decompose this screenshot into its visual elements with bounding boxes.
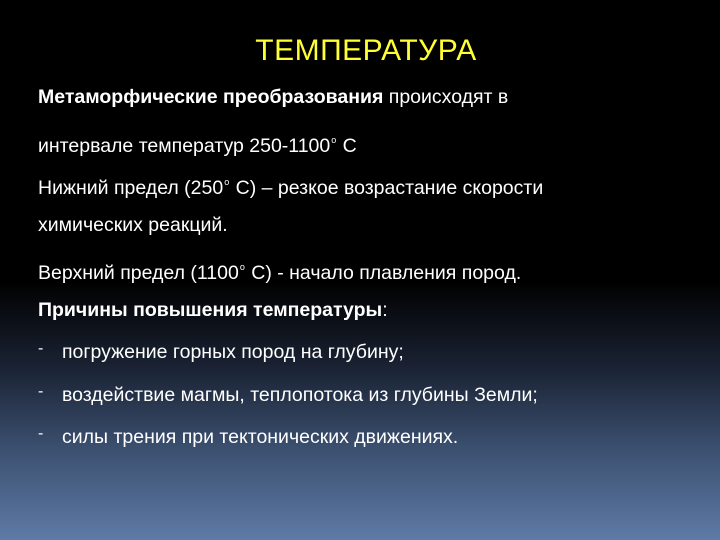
paragraph-2-unit: С (337, 134, 357, 157)
bullet-text: погружение горных пород на глубину; (62, 341, 404, 363)
paragraph-2 (38, 125, 698, 168)
bullet-text: воздействие магмы, теплопотока из глубины Земли; (62, 383, 538, 406)
paragraph-4: химических реакций. (38, 213, 228, 236)
bullet-text: силы трения при тектонических движениях. (62, 426, 459, 448)
slide-title: ТЕМПЕРАТУРА (255, 34, 477, 67)
degree-mark: о (224, 177, 230, 187)
paragraph-1-rest: происходят в (383, 86, 509, 108)
degree-mark: о (239, 262, 245, 272)
bullet-item-1 (38, 337, 698, 380)
paragraph-3-post: С) – резкое возрастание скорости (230, 177, 544, 199)
slide-body (38, 82, 698, 465)
paragraph-2-text: интервале температур 250-1100 (38, 134, 331, 157)
paragraph-5-pre: Верхний предел (1100 (38, 262, 239, 284)
bullet-dash-icon: - (38, 340, 44, 357)
paragraph-6 (38, 295, 698, 338)
bullet-dash-icon: - (38, 425, 44, 442)
bullet-item-3 (38, 422, 698, 465)
paragraph-3-pre: Нижний предел (250 (38, 177, 224, 199)
paragraph-5-post: С) - начало плавления пород. (245, 262, 522, 284)
paragraph-6-bold: Причины повышения температуры (38, 298, 383, 321)
paragraph-1-bold: Метаморфические преобразования (38, 86, 384, 108)
paragraph-6-rest: : (382, 298, 388, 321)
paragraph-1 (38, 82, 698, 125)
paragraph-5 (38, 252, 698, 295)
bullet-item-2 (38, 380, 698, 423)
paragraph-3 (38, 167, 698, 210)
degree-mark: о (331, 134, 337, 145)
bullet-dash-icon: - (38, 382, 44, 400)
